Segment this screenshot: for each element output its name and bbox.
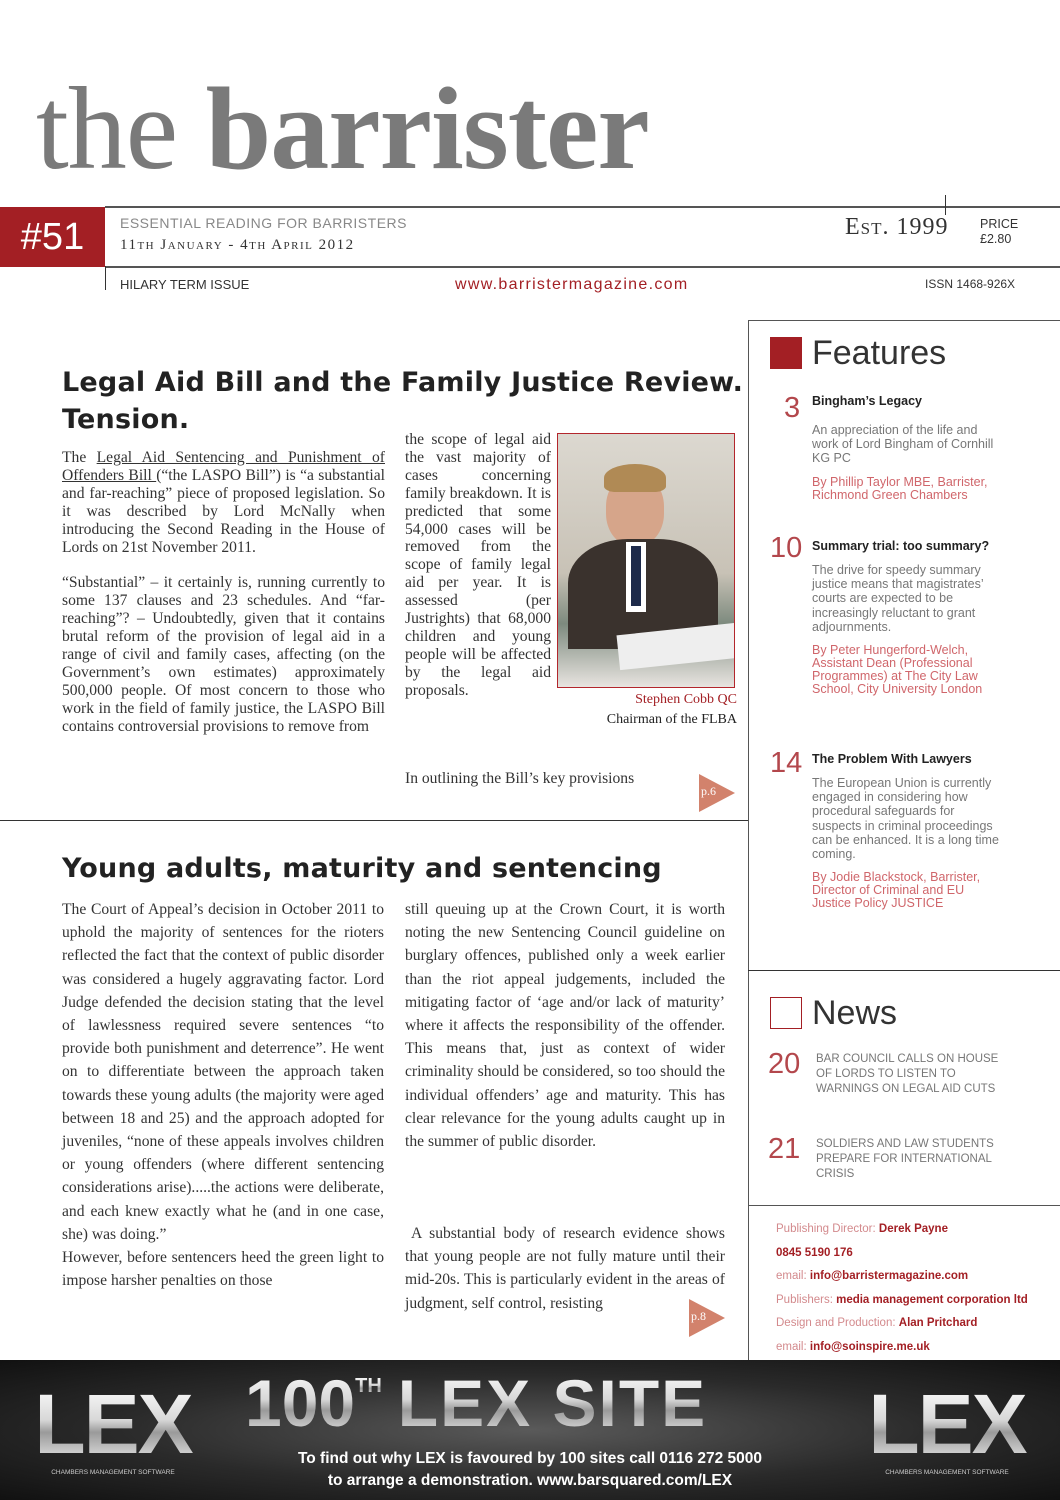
news-text: BAR COUNCIL CALLS ON HOUSE OF LORDS TO LISTEN TO WARNINGS ON LEGAL AID CUTS bbox=[816, 1053, 999, 1095]
publisher-info bbox=[776, 1218, 1028, 1359]
feature-page: 14 bbox=[770, 747, 803, 779]
publishers: media management corporation ltd bbox=[836, 1293, 1028, 1306]
phone[interactable]: 0845 5190 176 bbox=[776, 1246, 853, 1259]
label: Publishing Director: bbox=[776, 1223, 876, 1235]
article2-title[interactable]: Young adults, maturity and sentencing bbox=[62, 853, 662, 884]
feature-title: Bingham’s Legacy bbox=[812, 394, 922, 408]
feature-page: 3 bbox=[784, 392, 801, 424]
email-link[interactable]: info@barristermagazine.com bbox=[809, 1270, 969, 1282]
sidebar-divider bbox=[748, 1205, 1060, 1206]
feature-desc: The European Union is currently engaged in considering how procedural safeguards for suspects in criminal proceedings can be enhanced. It is a long time coming. bbox=[812, 776, 999, 862]
features-heading: Features bbox=[812, 334, 947, 372]
photo-caption bbox=[557, 690, 737, 730]
ad-headline bbox=[245, 1366, 708, 1440]
article2-paragraph: However, before sentencers heed the green light to impose harsher penalties on those bbox=[62, 1249, 384, 1290]
label: Publishers: bbox=[776, 1293, 833, 1306]
feature-page: 10 bbox=[770, 532, 803, 564]
website-link[interactable]: www.barristermagazine.com bbox=[455, 276, 689, 293]
article2-paragraph: still queuing up at the Crown Court, it is worth noting the new Sentencing Council guideline on burglary offences, published only a week earlier than the riot appeal judgements, included the mitigating factor of ‘age and/or lack of maturity’ where it affects the responsibility of the offender. This means that, just as context of wider criminality should be considered, so too should the individual offenders’ age and maturity. This has clear relevance for the young adults caught up in the summer of public disorder. bbox=[405, 901, 725, 1151]
article2-paragraph: A substantial body of research evidence shows that young people are not fully mature until their mid-20s. This is particularly evident in the areas of judgment, self control, resisting bbox=[405, 1225, 725, 1312]
lex-advertisement[interactable] bbox=[0, 1360, 1060, 1500]
designer: Alan Pritchard bbox=[898, 1317, 978, 1329]
divider bbox=[105, 266, 106, 290]
article2-col2 bbox=[405, 898, 725, 1153]
divider bbox=[945, 195, 946, 215]
article1-col1 bbox=[62, 449, 385, 753]
tie bbox=[631, 546, 641, 606]
sidebar-divider bbox=[748, 970, 1060, 971]
caption-name: Stephen Cobb QC bbox=[635, 692, 737, 707]
label: email: bbox=[776, 1270, 807, 1282]
article1-paragraph: the scope of legal aid the vast majority of cases concerning family breakdown. It is predicted that some 54,000 cases will be removed from the scope of family legal aid per year. It is assessed (per Justrights) that 68,000 children and young people will be affected by the legal aid proposals. bbox=[405, 431, 551, 699]
lex-logo-sub: CHAMBERS MANAGEMENT SOFTWARE bbox=[885, 1469, 1009, 1476]
header-bottom-rule bbox=[105, 266, 1060, 268]
lex-logo-left bbox=[28, 1377, 198, 1476]
feature-title: Summary trial: too summary? bbox=[812, 539, 990, 553]
article1-paragraph: “Substantial” – it certainly is, running currently to some 137 clauses and 23 schedules. And “far-reaching”? – Undoubtedly, given that it contains brutal reform of the provision of legal aid in a range of civil and family cases, affecting (on the Government’s own estimates) approximately 500,000 people. Of most concern to those who work in the field of family justice, the LASPO Bill contains controversial provisions to remove from bbox=[62, 574, 385, 735]
masthead-title bbox=[36, 63, 649, 194]
photo-stephen-cobb bbox=[557, 433, 735, 688]
features-square-icon bbox=[770, 337, 802, 369]
masthead-barrister: barrister bbox=[205, 63, 649, 194]
headline-rest: LEX SITE bbox=[397, 1366, 708, 1440]
lex-logo-sub: CHAMBERS MANAGEMENT SOFTWARE bbox=[51, 1469, 175, 1476]
article1-col2 bbox=[405, 431, 551, 717]
article1-title[interactable] bbox=[62, 364, 743, 438]
article1-paragraph bbox=[62, 449, 385, 556]
header-top-rule bbox=[105, 206, 1060, 208]
label: email: bbox=[776, 1340, 807, 1353]
price-label: PRICE bbox=[980, 217, 1019, 231]
issn: ISSN 1468-926X bbox=[925, 277, 1016, 291]
article2-col1 bbox=[62, 898, 384, 1292]
sidebar-top-rule bbox=[748, 320, 1060, 321]
established: Est. 1999 bbox=[845, 214, 949, 240]
text: (“the LASPO Bill”) is “a substantial and far-reaching” piece of proposed legislation. So it was described by Lord McNally when introducing the Second Reading in the House of Lords on 21st November 2011. bbox=[62, 466, 385, 556]
article1-title-line1: Legal Aid Bill and the Family Justice Review. bbox=[62, 367, 744, 398]
masthead-the: the bbox=[36, 63, 178, 194]
headline-num: 100 bbox=[245, 1366, 356, 1440]
article2-paragraph: The Court of Appeal’s decision in October 2011 to uphold the majority of sentences for the rioters reflected the fact that the context of public disorder was considered a hugely aggravating factor. Lord Judge defended the decision stating that the level of lawlessness required severe sentences “to provide both punishment and deterrence”. He went on to differentiate between the approach taken towards these young adults (the majority were aged between 18 and 25) and the approach adopted for juveniles, “none of these appeals involves children or young offenders (where different sentencing considerations arise).....the actions were deliberate, and each knew exactly what he (and in one case, she) was doing.” bbox=[62, 901, 384, 1243]
section-divider bbox=[0, 820, 748, 821]
director: Derek Payne bbox=[878, 1223, 948, 1235]
issue-number: #51 bbox=[0, 207, 105, 267]
caption-role: Chairman of the FLBA bbox=[606, 712, 737, 727]
headline-sup: TH bbox=[355, 1375, 382, 1397]
text: The bbox=[62, 449, 97, 466]
laspo-bill-link[interactable]: Legal Aid Sentencing and Punishment of Offenders Bill bbox=[62, 449, 385, 484]
lex-logo-text: LEX bbox=[28, 1382, 198, 1466]
continue-arrow-p6[interactable] bbox=[699, 774, 735, 812]
continue-arrow-p8[interactable] bbox=[689, 1299, 725, 1337]
lex-logo-right bbox=[862, 1377, 1032, 1476]
feature-author: By Phillip Taylor MBE, Barrister, Richmond Green Chambers bbox=[812, 474, 988, 502]
feature-title: The Problem With Lawyers bbox=[812, 752, 972, 766]
feature-author: By Jodie Blackstock, Barrister, Director of Criminal and EU Justice Policy JUSTICE bbox=[812, 870, 981, 911]
term: HILARY TERM ISSUE bbox=[120, 277, 250, 292]
tagline: ESSENTIAL READING FOR BARRISTERS bbox=[120, 215, 407, 231]
feature-desc: An appreciation of the life and work of Lord Bingham of Cornhill KG PC bbox=[812, 423, 994, 466]
continue-label: p.6 bbox=[701, 784, 716, 798]
news-square-icon bbox=[770, 997, 802, 1029]
ad-text bbox=[200, 1448, 860, 1492]
ad-line2[interactable]: to arrange a demonstration. www.barsquared.com/LEX bbox=[327, 1472, 733, 1489]
article1-title-line2: Tension. bbox=[62, 404, 190, 435]
lex-logo-text: LEX bbox=[862, 1382, 1032, 1466]
email-link[interactable]: info@soinspire.me.uk bbox=[809, 1340, 930, 1353]
feature-author: By Peter Hungerford-Welch, Assistant Dean (Professional Programmes) at The City Law School, City University London bbox=[812, 643, 983, 697]
ad-line1: To find out why LEX is favoured by 100 sites call 0116 272 5000 bbox=[297, 1450, 763, 1467]
feature-desc: The drive for speedy summary justice means that magistrates’ courts are expected to be increasingly reluctant to grant adjournments. bbox=[812, 563, 984, 634]
news-text: SOLDIERS AND LAW STUDENTS PREPARE FOR INTERNATIONAL CRISIS bbox=[816, 1138, 994, 1180]
price bbox=[980, 217, 1018, 247]
price-value: £2.80 bbox=[980, 232, 1012, 246]
issue-date: 11th January - 4th April 2012 bbox=[120, 237, 355, 253]
news-heading: News bbox=[812, 994, 898, 1032]
label: Design and Production: bbox=[776, 1317, 896, 1329]
article2-col2b bbox=[405, 1222, 725, 1315]
sidebar-border bbox=[748, 320, 749, 1360]
hair bbox=[604, 464, 666, 492]
news-page: 20 bbox=[768, 1048, 801, 1080]
news-page: 21 bbox=[768, 1133, 801, 1165]
article1-continued-text: In outlining the Bill’s key provisions bbox=[405, 770, 635, 787]
continue-label: p.8 bbox=[691, 1309, 706, 1323]
